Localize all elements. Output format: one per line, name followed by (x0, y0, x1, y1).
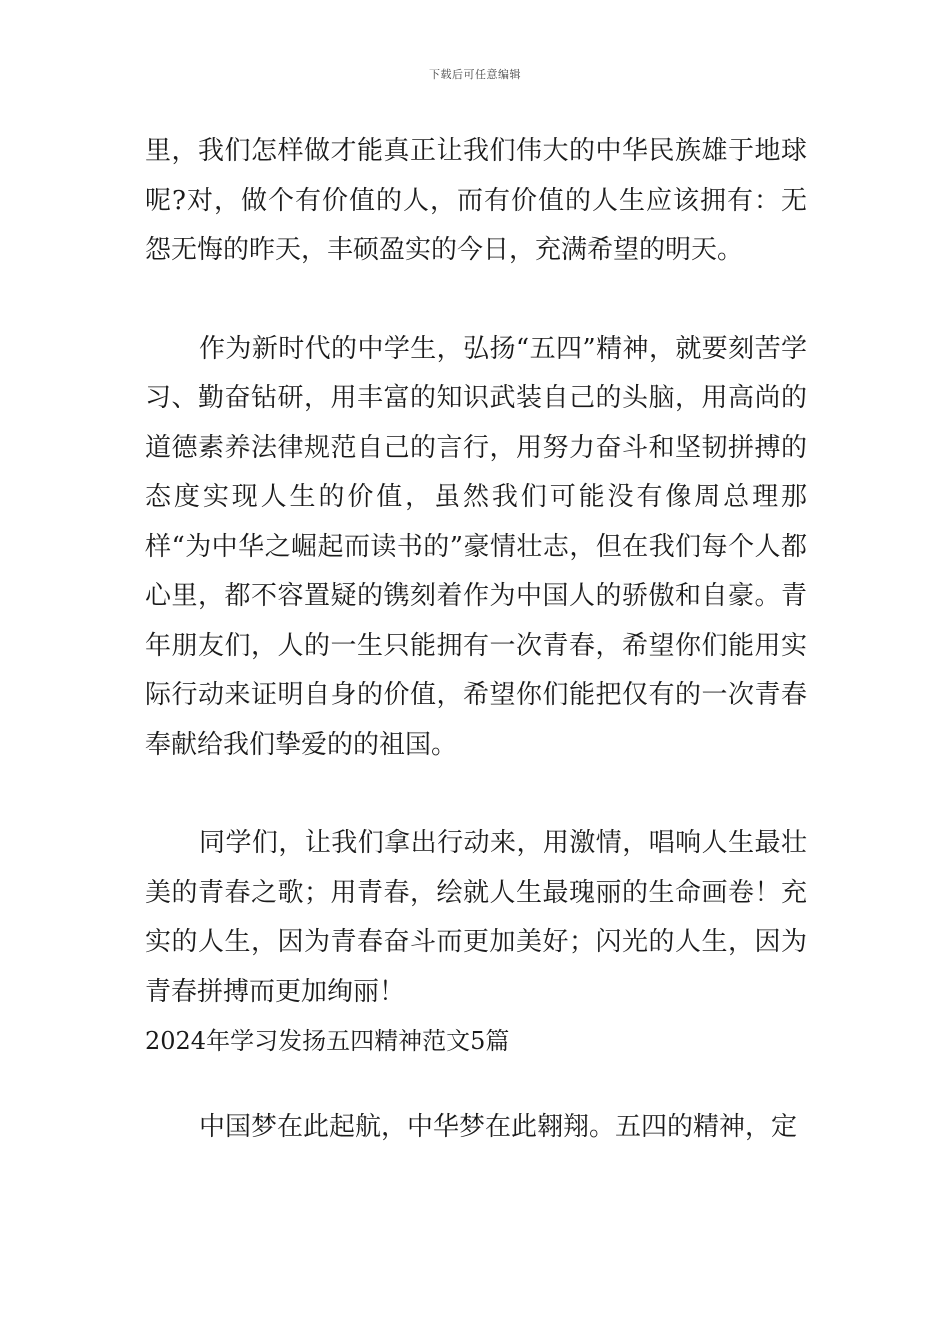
paragraph-continuation: 里，我们怎样做才能真正让我们伟大的中华民族雄于地球呢?对，做个有价值的人，而有价值的人生应该拥有：无怨无悔的昨天，丰硕盈实的今日，充满希望的明天。 (145, 136, 807, 265)
page-header-note: 下载后可任意编辑 (429, 68, 521, 81)
paragraph-china-dream: 中国梦在此起航，中华梦在此翱翔。五四的精神，定 (199, 1111, 798, 1142)
paragraph-call-to-action: 同学们，让我们拿出行动来，用激情，唱响人生最壮美的青春之歌；用青春，绘就人生最瑰丽的生命画卷！充实的人生，因为青春奋斗而更加美好；闪光的人生，因为青春拼搏而更加绚丽！ (145, 828, 807, 1007)
section-title: 2024年学习发扬五四精神范文5篇 (145, 1027, 510, 1055)
paragraph-student-spirit: 作为新时代的中学生，弘扬“五四”精神，就要刻苦学习、勤奋钻研，用丰富的知识武装自己的头脑，用高尚的道德素养法律规范自己的言行，用努力奋斗和坚韧拼搏的态度实现人生的价值，虽然我们可能没有像周总理那样“为中华之崛起而读书的”豪情壮志，但在我们每个人都心里，都不容置疑的镌刻着作为中国人的骄傲和自豪。青年朋友们，人的一生只能拥有一次青春，希望你们能用实际行动来证明自身的价值，希望你们能把仅有的一次青春奉献给我们挚爱的的祖国。 (145, 333, 807, 760)
document-body (145, 127, 807, 1152)
